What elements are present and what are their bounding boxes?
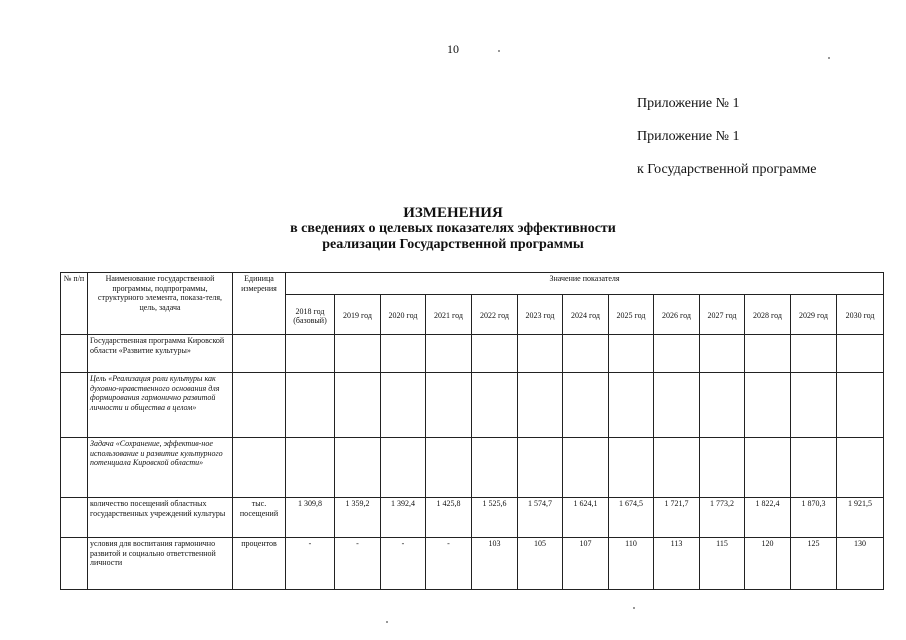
cell-value: 1 309,8 <box>286 498 335 538</box>
page-number: 10 <box>447 42 459 56</box>
header-year: 2025 год <box>609 295 654 335</box>
header-value: Значение показателя <box>286 273 884 295</box>
cell-value: 1 822,4 <box>745 498 791 538</box>
cell-value: 1 674,5 <box>609 498 654 538</box>
scan-speck <box>498 50 500 52</box>
cell-value <box>745 373 791 438</box>
header-year: 2022 год <box>472 295 518 335</box>
cell-value <box>700 335 745 373</box>
header-year: 2026 год <box>654 295 700 335</box>
cell-value <box>700 373 745 438</box>
header-name: Наименование государственной программы, подпрограммы, структурного элемента, показа-теля, цель, задача <box>88 273 233 335</box>
cell-value <box>381 335 426 373</box>
cell-value <box>472 438 518 498</box>
table-row <box>61 335 884 373</box>
cell-value <box>335 335 381 373</box>
cell-value: 103 <box>472 538 518 590</box>
cell-value <box>426 373 472 438</box>
cell-value <box>745 335 791 373</box>
cell-value: - <box>381 538 426 590</box>
cell-value <box>654 335 700 373</box>
cell-value <box>472 335 518 373</box>
cell-name: Задача «Сохранение, эффектив-ное использование и развитие культурного потенциала Кировской области» <box>88 438 233 498</box>
cell-value <box>335 438 381 498</box>
header-year: 2021 год <box>426 295 472 335</box>
cell-value <box>700 438 745 498</box>
cell-unit <box>233 438 286 498</box>
appendix-line-3: к Государственной программе <box>637 162 817 177</box>
cell-unit <box>233 373 286 438</box>
header-year: 2030 год <box>837 295 884 335</box>
cell-value <box>426 438 472 498</box>
cell-name: условия для воспитания гармонично развитой и социально ответственной личности <box>88 538 233 590</box>
cell-value: 1 425,8 <box>426 498 472 538</box>
table-row <box>61 538 884 590</box>
cell-value <box>791 373 837 438</box>
cell-value: 107 <box>563 538 609 590</box>
header-year: 2019 год <box>335 295 381 335</box>
table-row <box>61 373 884 438</box>
appendix-line-2: Приложение № 1 <box>637 129 740 144</box>
cell-name: Цель «Реализация роли культуры как духовно-нравственного основания для формирования гармонично развитой личности и общества в целом» <box>88 373 233 438</box>
cell-value <box>609 335 654 373</box>
cell-value: 105 <box>518 538 563 590</box>
title-line-2: в сведениях о целевых показателях эффективности <box>290 221 616 236</box>
cell-value <box>381 373 426 438</box>
appendix-line-1: Приложение № 1 <box>637 96 740 111</box>
cell-value: 1 525,6 <box>472 498 518 538</box>
cell-value: 120 <box>745 538 791 590</box>
cell-value <box>791 335 837 373</box>
title-line-1: ИЗМЕНЕНИЯ <box>403 205 503 221</box>
header-year: 2020 год <box>381 295 426 335</box>
header-year: 2018 год (базовый) <box>286 295 335 335</box>
cell-value <box>563 438 609 498</box>
document-title <box>0 205 906 253</box>
cell-value <box>286 438 335 498</box>
cell-name: Государственная программа Кировской области «Развитие культуры» <box>88 335 233 373</box>
header-unit: Единица измерения <box>233 273 286 335</box>
header-year: 2023 год <box>518 295 563 335</box>
cell-value: 1 773,2 <box>700 498 745 538</box>
cell-value: 1 870,3 <box>791 498 837 538</box>
cell-value: 1 624,1 <box>563 498 609 538</box>
cell-value <box>518 335 563 373</box>
cell-value <box>791 438 837 498</box>
cell-value <box>837 335 884 373</box>
header-year: 2024 год <box>563 295 609 335</box>
cell-value <box>426 335 472 373</box>
header-year: 2028 год <box>745 295 791 335</box>
table-row <box>61 438 884 498</box>
cell-value <box>563 373 609 438</box>
cell-unit: процентов <box>233 538 286 590</box>
cell-name: количество посещений областных государственных учреждений культуры <box>88 498 233 538</box>
title-line-3: реализации Государственной программы <box>322 237 584 252</box>
cell-unit <box>233 335 286 373</box>
cell-value <box>837 438 884 498</box>
cell-value <box>286 373 335 438</box>
cell-value: 1 574,7 <box>518 498 563 538</box>
cell-value: 113 <box>654 538 700 590</box>
scan-speck <box>633 607 635 609</box>
scan-speck <box>386 621 388 623</box>
cell-value <box>472 373 518 438</box>
cell-value: 110 <box>609 538 654 590</box>
cell-value <box>837 373 884 438</box>
cell-num <box>61 538 88 590</box>
cell-num <box>61 373 88 438</box>
header-year: 2029 год <box>791 295 837 335</box>
cell-value: 125 <box>791 538 837 590</box>
cell-value: 130 <box>837 538 884 590</box>
cell-value: 115 <box>700 538 745 590</box>
cell-value <box>518 438 563 498</box>
cell-unit: тыс. посещений <box>233 498 286 538</box>
cell-value <box>335 373 381 438</box>
cell-value: 1 359,2 <box>335 498 381 538</box>
cell-value <box>518 373 563 438</box>
cell-value: 1 721,7 <box>654 498 700 538</box>
cell-num <box>61 498 88 538</box>
cell-value: - <box>335 538 381 590</box>
scan-speck <box>828 57 830 59</box>
header-num: № п/п <box>61 273 88 335</box>
cell-value <box>286 335 335 373</box>
cell-value: - <box>426 538 472 590</box>
cell-value <box>654 373 700 438</box>
table-row <box>61 498 884 538</box>
cell-value <box>654 438 700 498</box>
cell-value <box>381 438 426 498</box>
cell-num <box>61 335 88 373</box>
cell-num <box>61 438 88 498</box>
cell-value <box>745 438 791 498</box>
header-year: 2027 год <box>700 295 745 335</box>
cell-value <box>609 438 654 498</box>
cell-value: 1 921,5 <box>837 498 884 538</box>
indicators-table <box>60 272 884 590</box>
cell-value <box>609 373 654 438</box>
cell-value: - <box>286 538 335 590</box>
cell-value: 1 392,4 <box>381 498 426 538</box>
cell-value <box>563 335 609 373</box>
